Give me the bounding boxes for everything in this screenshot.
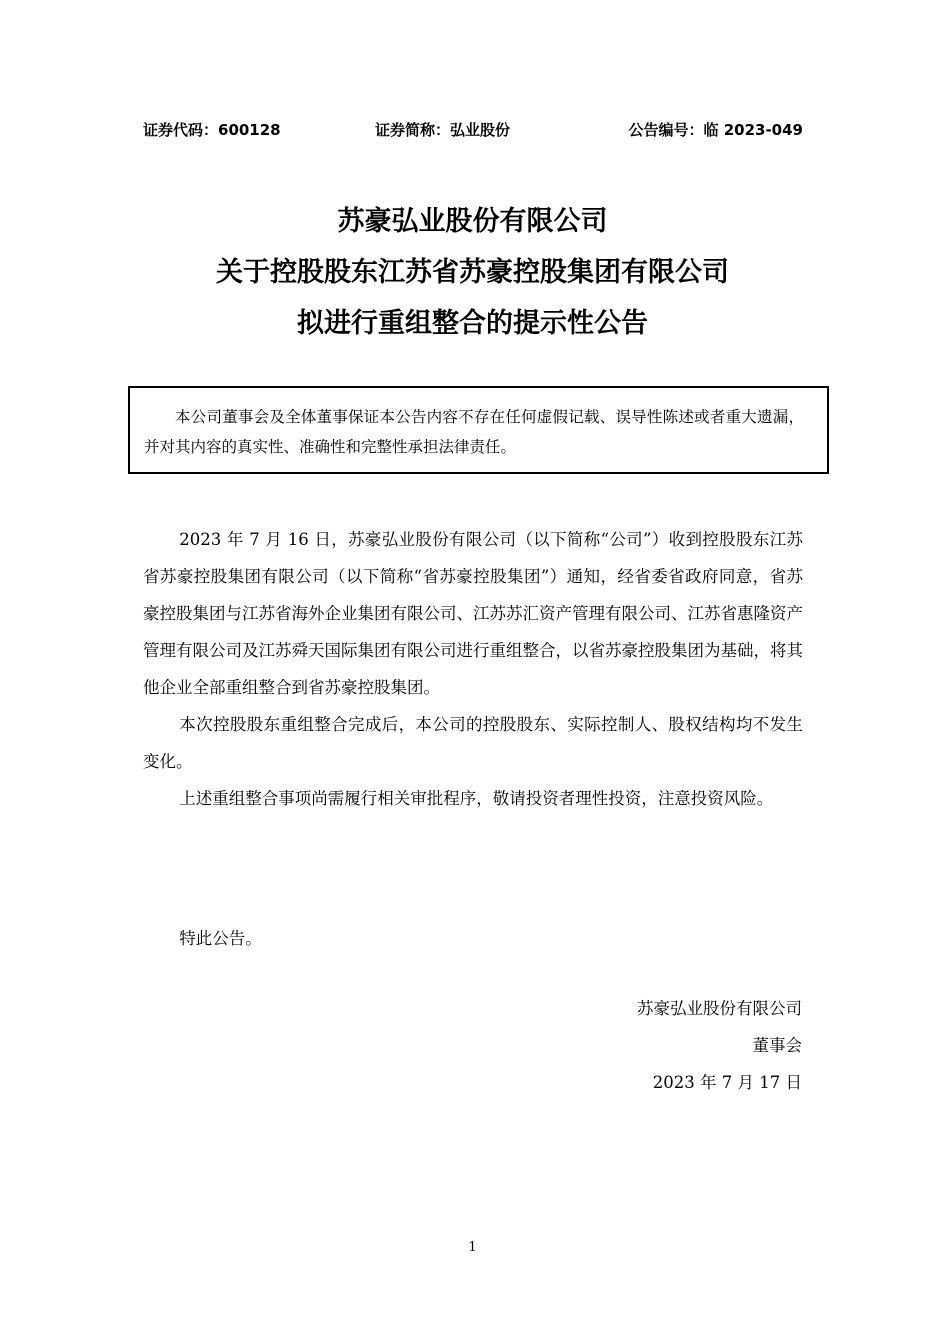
securities-code: 证券代码：600128: [143, 121, 281, 139]
closing-remark: 特此公告。: [179, 929, 262, 948]
body-paragraph-1: 2023 年 7 月 16 日，苏豪弘业股份有限公司（以下简称“公司”）收到控股股东江苏省苏豪控股集团有限公司（以下简称“省苏豪控股集团”）通知，经省委省政府同意，省苏豪控股集团与江苏省海外企业集团有限公司、江苏苏汇资产管理有限公司、江苏省惠隆资产管理有限公司及江苏舜天国际集团有限公司进行重组整合，以省苏豪控股集团为基础，将其他企业全部重组整合到省苏豪控股集团。: [143, 530, 803, 697]
document-header: [143, 118, 803, 142]
title-notice-type: 拟进行重组整合的提示性公告: [297, 308, 648, 339]
announcement-number: 公告编号：临 2023-049: [628, 121, 803, 139]
body-paragraph-2: 本次控股股东重组整合完成后，本公司的控股股东、实际控制人、股权结构均不发生变化。: [143, 715, 803, 771]
title-subject: 关于控股股东江苏省苏豪控股集团有限公司: [216, 257, 729, 288]
body-paragraph-3: 上述重组整合事项尚需履行相关审批程序，敬请投资者理性投资，注意投资风险。: [179, 789, 774, 808]
disclaimer-text: 本公司董事会及全体董事保证本公告内容不存在任何虚假记载、误导性陈述或者重大遗漏，并对其内容的真实性、准确性和完整性承担法律责任。: [144, 408, 804, 456]
signature-company: 苏豪弘业股份有限公司: [637, 999, 802, 1018]
signature-board: 董事会: [752, 1036, 802, 1055]
page-number: 1: [468, 1240, 477, 1255]
disclaimer-box: [128, 386, 829, 474]
signature-date: 2023 年 7 月 17 日: [652, 1073, 802, 1092]
securities-short-name: 证券简称：弘业股份: [375, 121, 511, 139]
title-company: 苏豪弘业股份有限公司: [337, 206, 608, 237]
